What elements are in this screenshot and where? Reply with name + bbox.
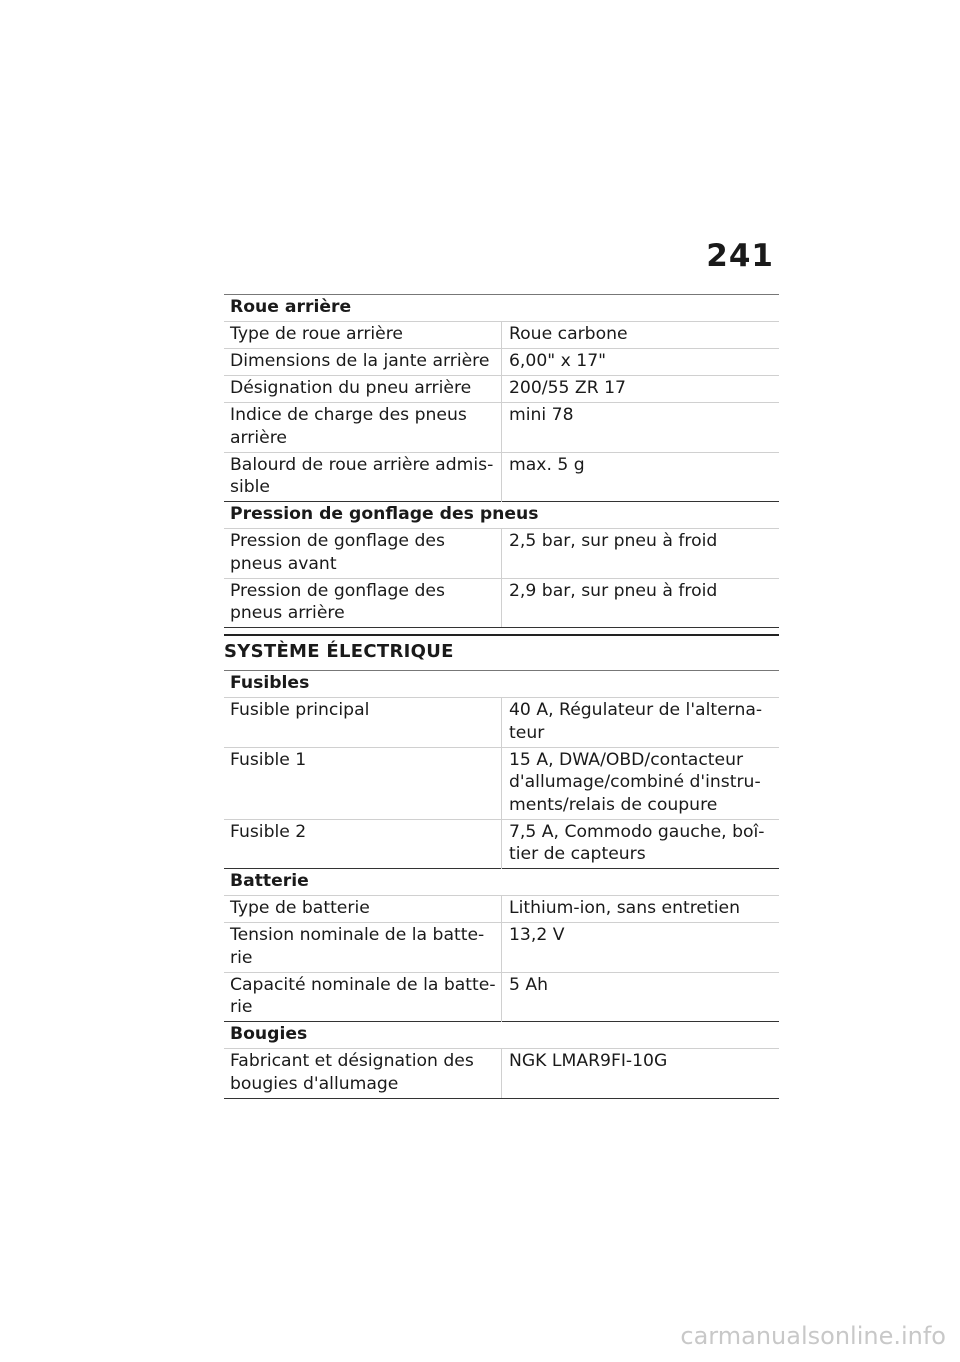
table-row [224,376,779,403]
group-heading: Bougies [224,1022,779,1049]
group-heading: Roue arrière [224,295,779,322]
group-heading: Fusibles [224,671,779,698]
section-title: SYSTÈME ÉLECTRIQUE [224,634,779,662]
table-row [224,698,779,748]
table-row [224,529,779,579]
table-row [224,349,779,376]
table-row [224,972,779,1022]
electrical-specs-block [224,670,779,1099]
spec-value: 40 A, Régulateur de l'alterna-teur [502,698,780,748]
group-heading-row [224,1022,779,1049]
electrical-specs-table [224,670,779,1099]
group-heading-row [224,295,779,322]
spec-value: 200/55 ZR 17 [502,376,780,403]
page-number: 241 [706,238,774,274]
spec-key: Fusible 1 [224,747,502,819]
table-row [224,578,779,628]
spec-key: Fusible 2 [224,819,502,869]
table-row [224,819,779,869]
tire-specs-block [224,294,779,628]
table-row [224,452,779,502]
group-heading: Batterie [224,869,779,896]
spec-key: Capacité nominale de la batte-rie [224,972,502,1022]
table-row [224,403,779,453]
spec-value: NGK LMAR9FI-10G [502,1049,780,1099]
spec-key: Fusible principal [224,698,502,748]
spec-key: Indice de charge des pneus arrière [224,403,502,453]
table-row [224,747,779,819]
spec-value: max. 5 g [502,452,780,502]
spec-key: Fabricant et désignation des bougies d'allumage [224,1049,502,1099]
spec-value: 15 A, DWA/OBD/contacteur d'allumage/combiné d'instru-ments/relais de coupure [502,747,780,819]
spec-value: Lithium-ion, sans entretien [502,896,780,923]
table-row [224,1049,779,1099]
group-heading-row [224,502,779,529]
spec-key: Pression de gonflage des pneus avant [224,529,502,579]
spec-key: Type de roue arrière [224,322,502,349]
spec-value: 2,9 bar, sur pneu à froid [502,578,780,628]
group-heading-row [224,869,779,896]
spec-key: Type de batterie [224,896,502,923]
tire-specs-table [224,294,779,628]
spec-value: Roue carbone [502,322,780,349]
spec-key: Balourd de roue arrière admis-sible [224,452,502,502]
spec-value: mini 78 [502,403,780,453]
spec-key: Désignation du pneu arrière [224,376,502,403]
group-heading-row [224,671,779,698]
table-row [224,923,779,973]
spec-key: Tension nominale de la batte-rie [224,923,502,973]
spec-value: 2,5 bar, sur pneu à froid [502,529,780,579]
watermark: carmanualsonline.info [680,1322,946,1350]
spec-value: 6,00" x 17" [502,349,780,376]
spec-value: 13,2 V [502,923,780,973]
group-heading: Pression de gonflage des pneus [224,502,779,529]
spec-key: Pression de gonflage des pneus arrière [224,578,502,628]
table-row [224,322,779,349]
spec-value: 5 Ah [502,972,780,1022]
spec-value: 7,5 A, Commodo gauche, boî-tier de capteurs [502,819,780,869]
spec-key: Dimensions de la jante arrière [224,349,502,376]
table-row [224,896,779,923]
